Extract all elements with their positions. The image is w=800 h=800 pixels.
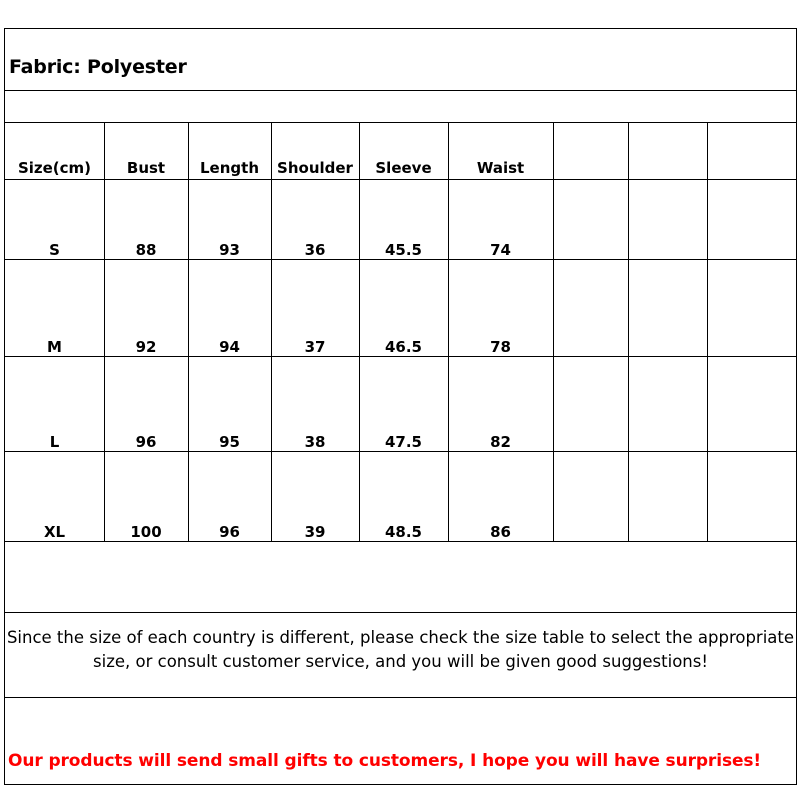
cell-waist: 82 [490, 433, 511, 451]
size-notice [5, 626, 796, 674]
cell-waist: 78 [490, 338, 511, 356]
divider [5, 612, 796, 613]
cell-shoulder: 37 [304, 338, 326, 356]
header-length: Length [200, 159, 259, 177]
divider [5, 356, 796, 357]
cell-size: S [49, 241, 60, 259]
divider [5, 541, 796, 542]
cell-bust: 100 [130, 523, 162, 541]
divider [5, 90, 796, 91]
cell-sleeve: 46.5 [384, 338, 422, 356]
cell-bust: 88 [135, 241, 157, 259]
cell-sleeve: 48.5 [384, 523, 422, 541]
column-divider [448, 122, 449, 541]
cell-length: 93 [219, 241, 240, 259]
cell-size: XL [43, 523, 66, 541]
header-shoulder: Shoulder [277, 159, 353, 177]
cell-sleeve: 45.5 [384, 241, 422, 259]
cell-length: 96 [219, 523, 240, 541]
cell-bust: 92 [135, 338, 157, 356]
cell-sleeve: 47.5 [384, 433, 422, 451]
divider [5, 259, 796, 260]
cell-size: L [49, 433, 60, 451]
cell-waist: 74 [490, 241, 511, 259]
cell-shoulder: 36 [304, 241, 326, 259]
column-divider [707, 122, 708, 541]
cell-waist: 86 [490, 523, 511, 541]
column-divider [104, 122, 105, 541]
size-notice-line: size, or consult customer service, and you will be given good suggestions! [93, 652, 708, 671]
column-divider [188, 122, 189, 541]
cell-shoulder: 39 [304, 523, 326, 541]
cell-length: 94 [219, 338, 240, 356]
cell-bust: 96 [135, 433, 157, 451]
cell-length: 95 [219, 433, 240, 451]
column-divider [628, 122, 629, 541]
divider [5, 697, 796, 698]
cell-size: M [47, 338, 62, 356]
fabric-label: Fabric: Polyester [9, 56, 187, 78]
header-size: Size(cm) [17, 159, 92, 177]
column-divider [553, 122, 554, 541]
column-divider [359, 122, 360, 541]
header-waist: Waist [476, 159, 525, 177]
divider [5, 122, 796, 123]
divider [5, 451, 796, 452]
gift-message: Our products will send small gifts to customers, I hope you will have surprises! [8, 751, 762, 771]
header-sleeve: Sleeve [375, 159, 432, 177]
divider [5, 179, 796, 180]
column-divider [271, 122, 272, 541]
size-notice-line: Since the size of each country is different, please check the size table to select the appropriate [6, 628, 795, 647]
header-bust: Bust [126, 159, 166, 177]
cell-shoulder: 38 [304, 433, 326, 451]
size-chart-sheet [4, 28, 797, 785]
